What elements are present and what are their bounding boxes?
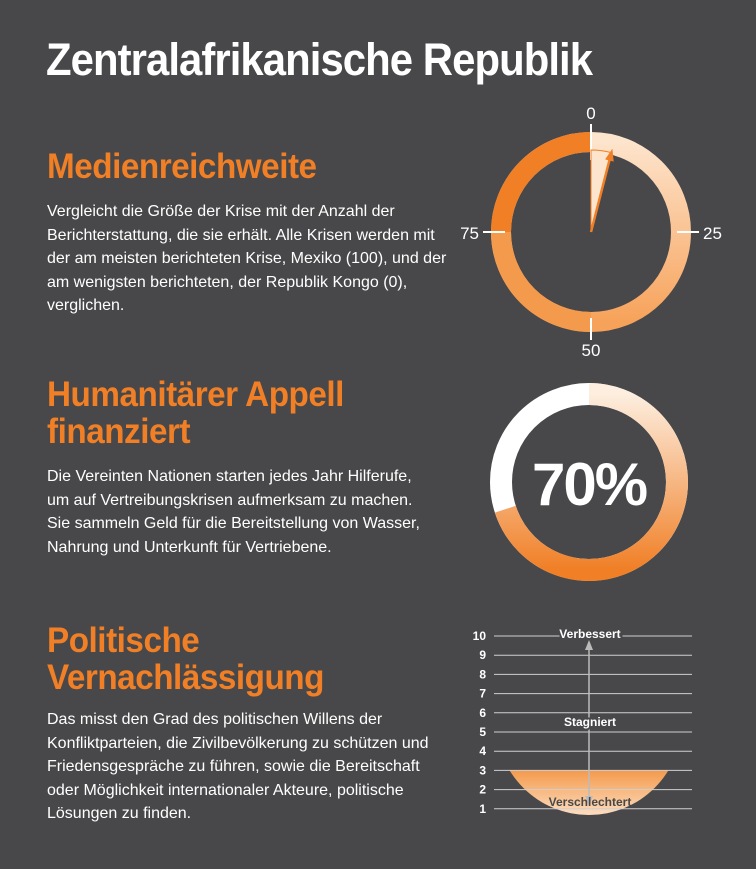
neglect-scale-tick-label: 2: [479, 782, 486, 797]
heading-line-2: finanziert: [47, 412, 191, 451]
neglect-label-stagnant: Stagniert: [563, 715, 617, 729]
neglect-scale-tick-label: 10: [472, 629, 486, 643]
neglect-scale-tick-label: 8: [479, 667, 486, 682]
neglect-label-worsened: Verschlechtert: [548, 795, 632, 809]
neglect-scale-tick-label: 4: [479, 744, 486, 759]
description-media-reach: Vergleicht die Größe der Krise mit der Anzahl der Berichterstattung, die sie erhält. Alle Krisen werden mit der am meisten berichteten Krise, Mexiko (100), und der am wenigsten berichteten, der Republik Kongo (0), verglichen.: [47, 203, 447, 314]
neglect-scale-tick-label: 9: [479, 648, 486, 663]
neglect-arrow-up: [585, 640, 593, 650]
media-gauge-label-0: 0: [586, 104, 596, 123]
neglect-scale-tick-label: 3: [479, 763, 486, 778]
heading-line-1: Politische: [47, 621, 200, 660]
media-gauge-label-50: 50: [581, 341, 601, 360]
media-gauge-segment-50-75: [491, 232, 591, 332]
media-gauge-segment-75-100: [491, 132, 591, 232]
neglect-scale-tick-label: 6: [479, 705, 486, 720]
media-gauge-label-75: 75: [460, 224, 479, 243]
heading-line-2: Vernachlässigung: [47, 658, 324, 697]
funding-donut: [501, 394, 677, 570]
neglect-scale-tick-label: 7: [479, 686, 486, 701]
heading-media-reach: Medienreichweite: [47, 147, 317, 186]
neglect-scale-tick-label: 5: [479, 725, 486, 739]
neglect-label-improved: Verbessert: [559, 627, 621, 641]
media-reach-gauge: [460, 104, 722, 360]
page-title: Zentralafrikanische Republik: [46, 34, 593, 85]
description-political-neglect: Das misst den Grad des politischen Willens der Konfliktparteien, die Zivilbevölkerung zu schützen und Friedensgespräche zu führen, sowie die Bereitschaft oder Möglichkeit internationaler Akteure, politische Lösungen zu finden.: [47, 711, 429, 822]
political-neglect-scale: [473, 627, 692, 830]
funding-percentage: 70%: [531, 451, 647, 518]
heading-line-1: Humanitärer Appell: [47, 375, 344, 414]
neglect-scale-tick-label: 1: [479, 801, 486, 816]
description-humanitarian-appeal: Die Vereinten Nationen starten jedes Jahr Hilferufe, um auf Vertreibungskrisen aufmerksam zu machen. Sie sammeln Geld für die Bereitstellung von Wasser, Nahrung und Unterkunft für Vertriebene.: [47, 468, 420, 556]
media-gauge-label-25: 25: [703, 224, 722, 243]
